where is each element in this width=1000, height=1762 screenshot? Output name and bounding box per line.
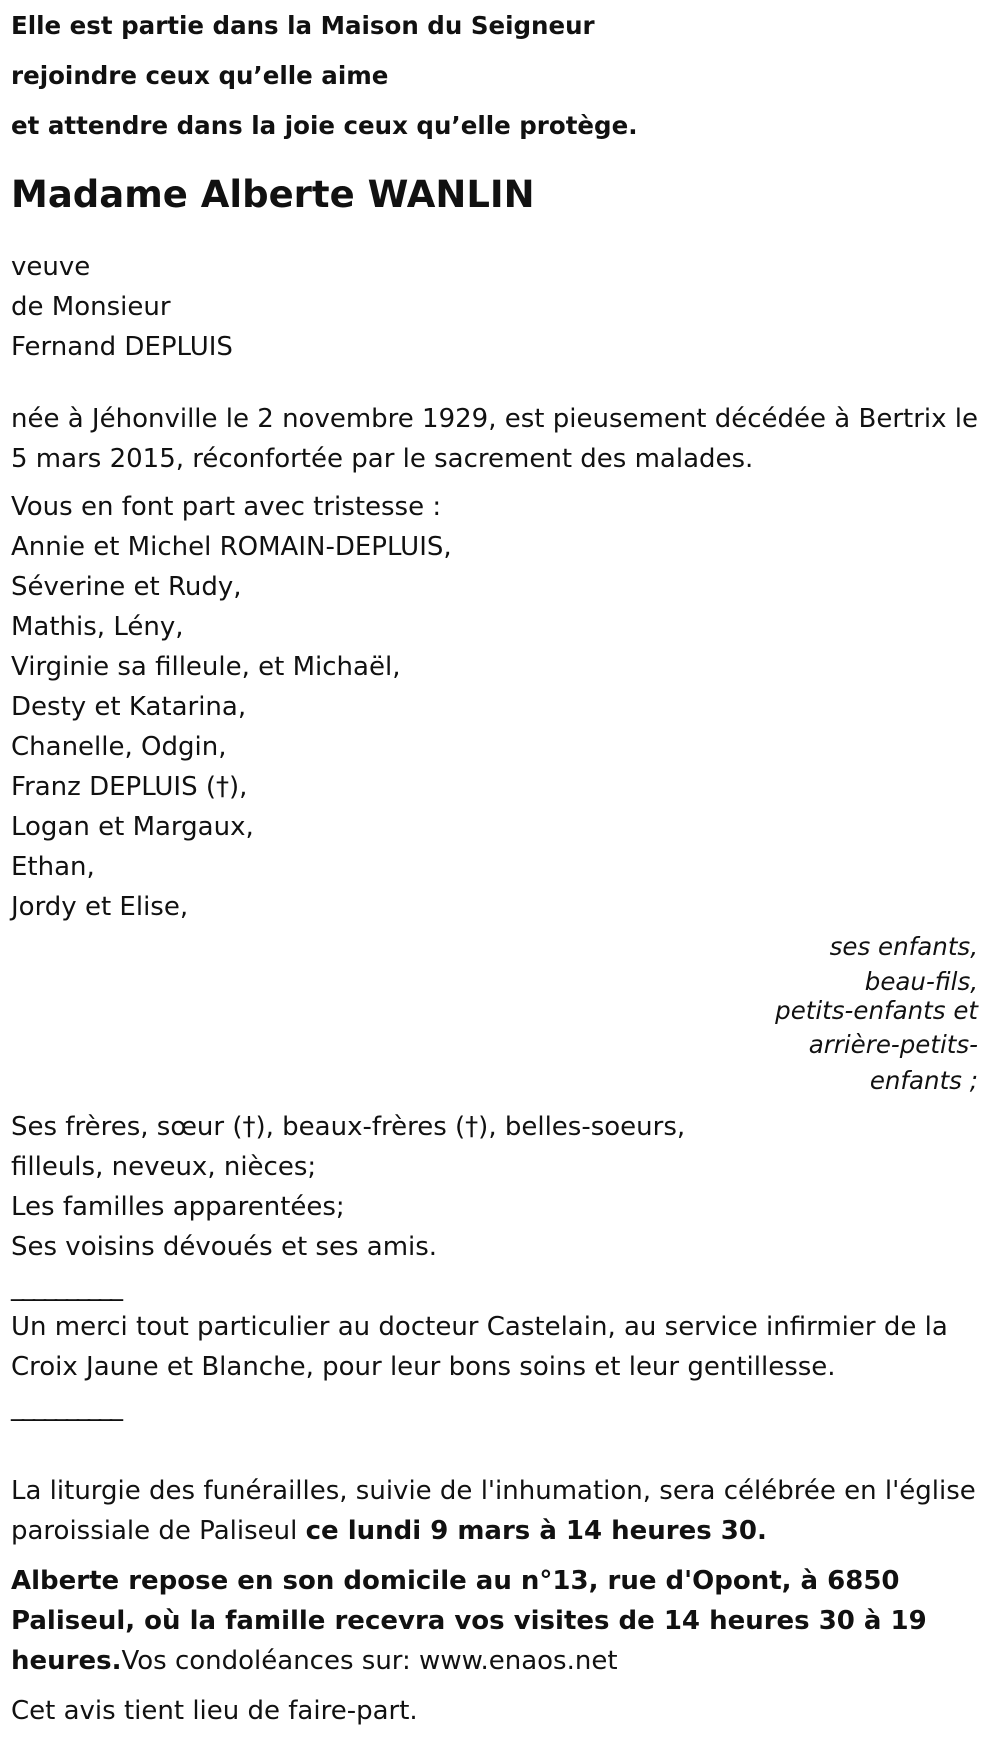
widow-line: Fernand DEPLUIS bbox=[11, 332, 233, 362]
family-line: Franz DEPLUIS (†), bbox=[11, 772, 248, 802]
widow-of bbox=[11, 247, 991, 367]
separator-line: __________ bbox=[11, 1272, 121, 1302]
verse-line: rejoindre ceux qu’elle aime bbox=[11, 61, 389, 90]
family-line: Ethan, bbox=[11, 852, 95, 882]
role-label: arrière-petits- bbox=[808, 1030, 978, 1059]
rest-info bbox=[11, 1561, 991, 1681]
family-line: Jordy et Elise, bbox=[11, 892, 189, 922]
verse bbox=[11, 1, 991, 151]
widow-line: veuve bbox=[11, 252, 91, 282]
family-line: Chanelle, Odgin, bbox=[11, 732, 227, 762]
relatives-line: Ses frères, sœur (†), beaux-frères (†), belles-soeurs, bbox=[11, 1112, 686, 1142]
family-line: Logan et Margaux, bbox=[11, 812, 254, 842]
role-label: ses enfants, bbox=[829, 932, 978, 961]
family-roles bbox=[11, 927, 978, 1097]
role-label: beau-fils, bbox=[864, 967, 978, 996]
role-label: petits-enfants et bbox=[775, 996, 978, 1025]
condolences-text: Vos condoléances sur: www.enaos.net bbox=[121, 1646, 618, 1676]
role-label: enfants ; bbox=[869, 1066, 978, 1095]
thanks-text: Un merci tout particulier au docteur Castelain, au service infirmier de la Croix Jaune et Blanche, pour leur bons soins et leur gentillesse. bbox=[11, 1312, 948, 1382]
relatives-line: Ses voisins dévoués et ses amis. bbox=[11, 1232, 438, 1262]
family-line: Desty et Katarina, bbox=[11, 692, 247, 722]
closing-note: Cet avis tient lieu de faire-part. bbox=[11, 1696, 418, 1726]
family-line: Séverine et Rudy, bbox=[11, 572, 242, 602]
rest-location: Alberte repose en son domicile au n°13, rue d'Opont, à 6850 Paliseul, où la famille recevra vos visites de 14 heures 30 à 19 heures. bbox=[11, 1566, 927, 1676]
other-relatives bbox=[11, 1107, 991, 1267]
family-line: Virginie sa filleule, et Michaël, bbox=[11, 652, 401, 682]
relatives-line: Les familles apparentées; bbox=[11, 1192, 345, 1222]
widow-line: de Monsieur bbox=[11, 292, 171, 322]
funeral-date: ce lundi 9 mars à 14 heures 30. bbox=[305, 1516, 767, 1546]
separator-line: __________ bbox=[11, 1392, 121, 1422]
relatives-line: filleuls, neveux, nièces; bbox=[11, 1152, 317, 1182]
family-list bbox=[11, 487, 991, 927]
funeral-info bbox=[11, 1471, 991, 1551]
birth-death-text: née à Jéhonville le 2 novembre 1929, est pieusement décédée à Bertrix le 5 mars 2015, réconfortée par le sacrement des malades. bbox=[11, 404, 979, 474]
announce-intro: Vous en font part avec tristesse : bbox=[11, 492, 442, 522]
family-line: Mathis, Lény, bbox=[11, 612, 184, 642]
family-line: Annie et Michel ROMAIN-DEPLUIS, bbox=[11, 532, 452, 562]
obituary-notice bbox=[11, 0, 991, 1731]
funeral-text: La liturgie des funérailles, suivie de l'inhumation, sera célébrée en l'église paroissiale de Paliseul bbox=[11, 1476, 976, 1546]
deceased-name: Madame Alberte WANLIN bbox=[11, 173, 535, 216]
verse-line: Elle est partie dans la Maison du Seigneur bbox=[11, 11, 595, 40]
verse-line: et attendre dans la joie ceux qu’elle protège. bbox=[11, 111, 638, 140]
